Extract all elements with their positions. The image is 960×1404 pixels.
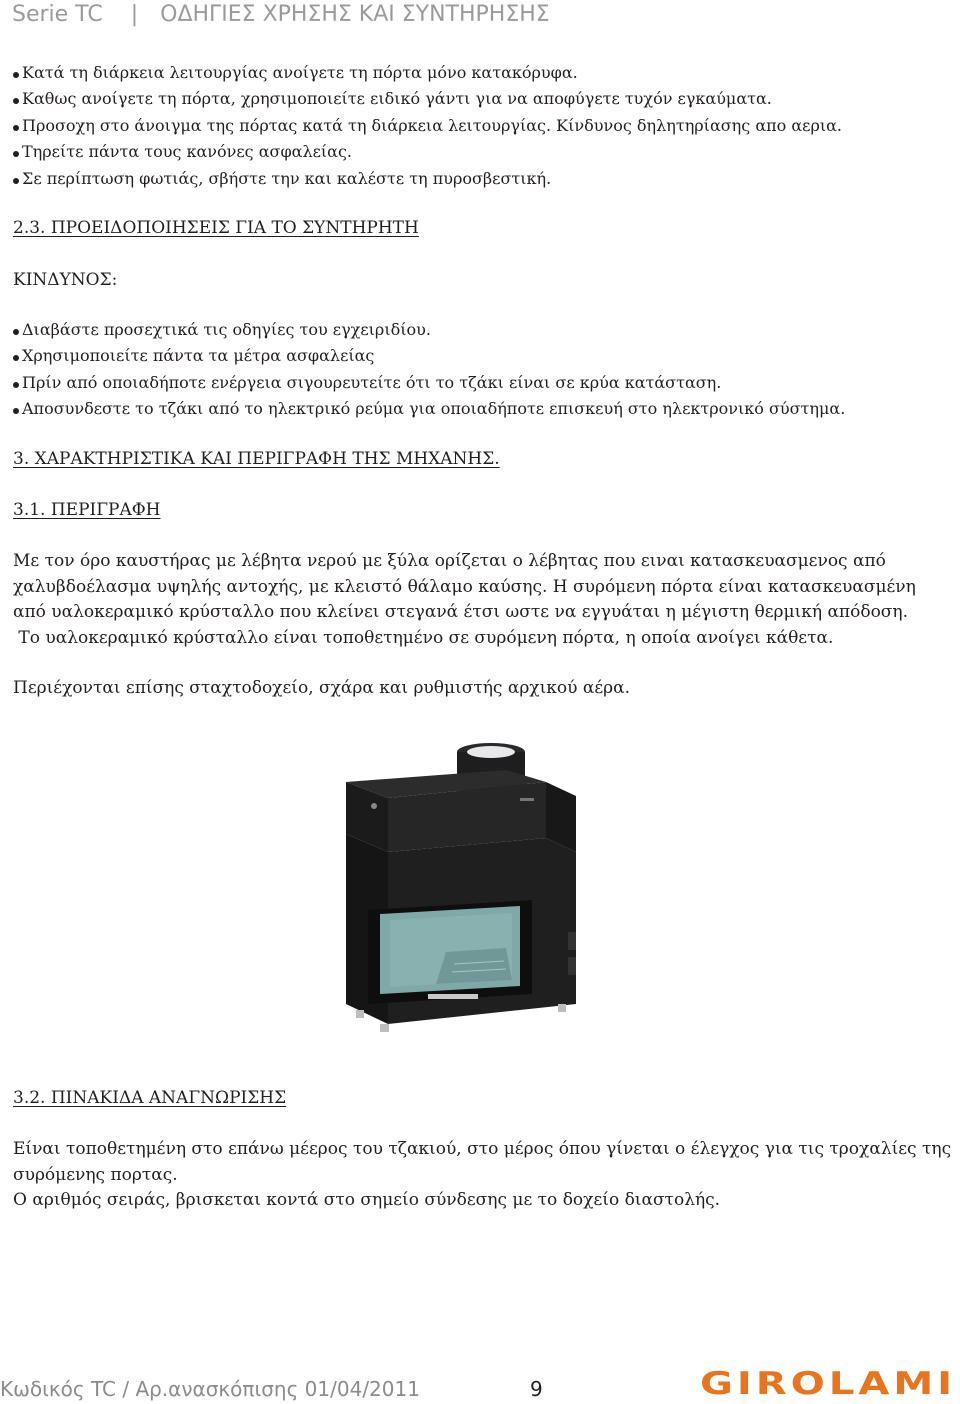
safety-bullet-list: [12, 60, 842, 192]
accessories-paragraph: Περιέχονται επίσης σταχτοδοχείο, σχάρα και ρυθμιστής αρχικού αέρα.: [13, 678, 631, 698]
list-item: Σε περίπτωση φωτιάς, σβήστε την και καλέστε τη πυροσβεστική.: [12, 166, 842, 192]
fireplace-stove-illustration: [336, 742, 586, 1032]
list-item: Τηρείτε πάντα τους κανόνες ασφαλείας.: [12, 139, 842, 165]
list-item: Πρίν από οποιαδήποτε ενέργεια σιγουρευτείτε ότι το τζάκι είναι σε κρύα κατάσταση.: [12, 370, 845, 396]
list-item: Διαβάστε προσεχτικά τις οδηγίες του εγχειριδίου.: [12, 317, 845, 343]
page-header: [12, 0, 550, 30]
list-item: Καθως ανοίγετε τη πόρτα, χρησιμοποιείτε ειδικό γάντι για να αποφύγετε τυχόν εγκαύματα.: [12, 86, 842, 112]
section-heading-3-1: 3.1. ΠΕΡΙΓΡΑΦΗ: [13, 500, 161, 520]
page-number: 9: [530, 1377, 543, 1401]
paragraph-line: Είναι τοποθετημένη στο επάνω μέερος του τζακιού, στο μέρος όπου γίνεται ο έλεγχος για τις τροχαλίες της: [13, 1139, 952, 1159]
paragraph-line: Ο αριθμός σειράς, βρισκεται κοντά στο σημείο σύνδεσης με το δοχείο διαστολής.: [13, 1190, 721, 1210]
paragraph-line: χαλυβδοέλασμα υψηλής αντοχής, με κλειστό θάλαμο καύσης. Η συρόμενη πόρτα είναι κατασκευασμένη: [13, 576, 916, 597]
paragraph-line: Με τον όρο καυστήρας με λέβητα νερού με ξύλα ορίζεται ο λέβητας που ειναι κατασκευασμενος από: [13, 551, 886, 571]
paragraph-line: από υαλοκεραμικό κρύσταλλο που κλείνει στεγανά έτσι ωστε να εγγυάται η μέγιστη θερμική απόδοση.: [13, 602, 908, 622]
header-separator: |: [130, 2, 139, 27]
girolami-logo: [700, 1366, 958, 1398]
list-item: Κατά τη διάρκεια λειτουργίας ανοίγετε τη πόρτα μόνο κατακόρυφα.: [12, 60, 842, 86]
identification-plate-paragraph: [13, 1137, 951, 1214]
list-item: Προσοχη στο άνοιγμα της πόρτας κατά τη διάρκεια λειτουργίας. Κίνδυνος δηλητηρίασης απο αερια.: [12, 113, 842, 139]
series-name: Serie TC: [12, 2, 103, 27]
header-title: ΟΔΗΓΙΕΣ ΧΡΗΣΗΣ ΚΑΙ ΣΥΝΤΗΡΗΣΗΣ: [160, 2, 550, 27]
paragraph-line: Το υαλοκεραμικό κρύσταλλο είναι τοποθετημένο σε συρόμενη πόρτα, η οποία ανοίγει κάθετα.: [13, 627, 834, 648]
section-heading-3-2: 3.2. ΠΙΝΑΚΙΔΑ ΑΝΑΓΝΩΡΙΣΗΣ: [13, 1088, 287, 1108]
list-item: Αποσυνδεστε το τζάκι από το ηλεκτρικό ρεύμα για οποιαδήποτε επισκευή στο ηλεκτρονικό σύστημα.: [12, 396, 845, 422]
logo-wordmark: GIROLAMI: [700, 1366, 956, 1398]
danger-label: ΚΙΝΔΥΝΟΣ:: [13, 270, 118, 290]
list-item: Χρησιμοποιείτε πάντα τα μέτρα ασφαλείας: [12, 343, 845, 369]
section-heading-2-3: 2.3. ΠΡΟΕΙΔΟΠΟΙΗΣΕΙΣ ΓΙΑ ΤΟ ΣΥΝΤΗΡΗΤΗ: [13, 218, 419, 238]
paragraph-line: συρόμενης πορτας.: [13, 1164, 178, 1185]
maintenance-bullet-list: [12, 317, 845, 423]
description-paragraph: [13, 549, 916, 651]
section-heading-3: 3. ΧΑΡΑΚΤΗΡΙΣΤΙΚΑ ΚΑΙ ΠΕΡΙΓΡΑΦΗ ΤΗΣ ΜΗΧΑΝΗΣ.: [13, 449, 500, 469]
revision-code: Κωδικός TC / Αρ.ανασκόπισης 01/04/2011: [0, 1377, 420, 1401]
